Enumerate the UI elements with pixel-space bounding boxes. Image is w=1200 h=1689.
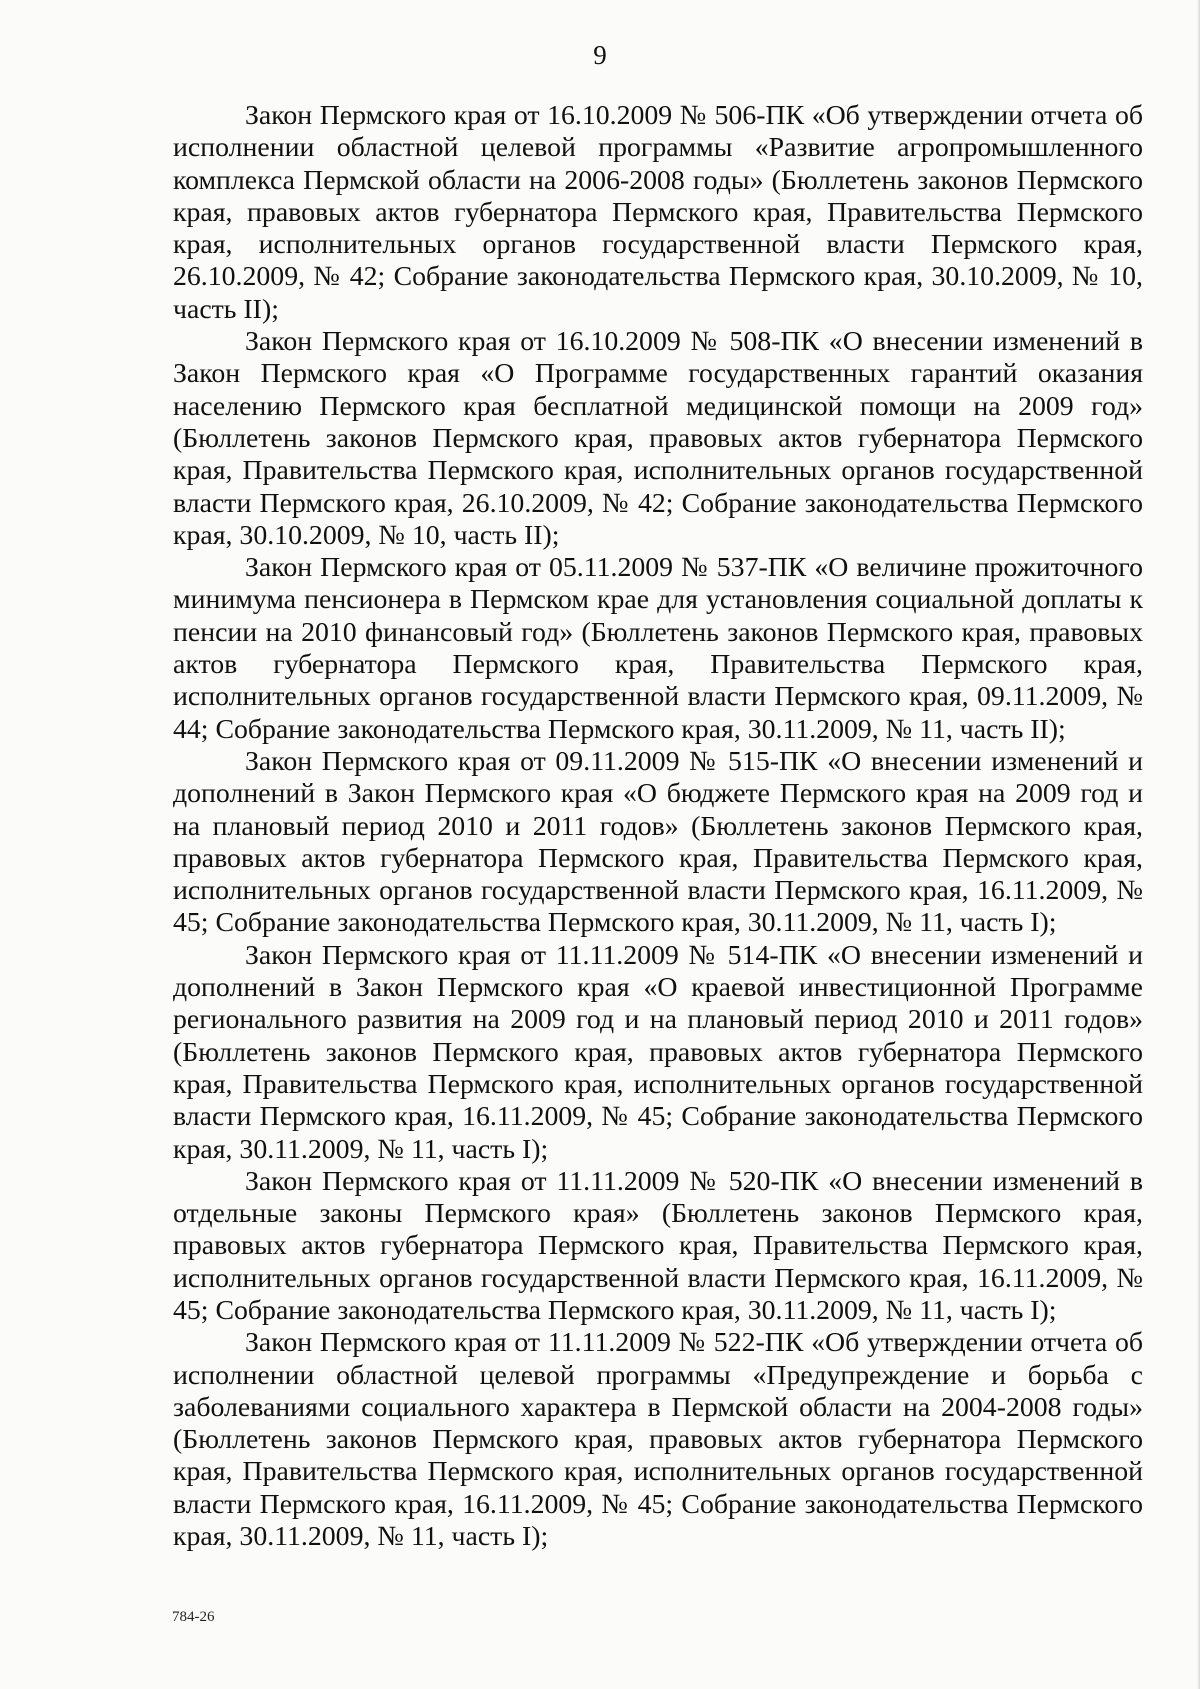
paragraph-law-508: Закон Пермского края от 16.10.2009 № 508-ПК «О внесении изменений в Закон Пермского края «О Программе государственных гарантий оказания населению Пермского края бесплатной медицинской помощи на 2009 год» (Бюллетень законов Пермского края, правовых актов губернатора Пермского края, Правительства Пермского края, исполнительных органов государственной власти Пермского края, 26.10.2009, № 42; Собрание законодательства Пермского края, 30.10.2009, № 10, часть II); xyxy=(173,326,1143,551)
paragraph-law-515: Закон Пермского края от 09.11.2009 № 515-ПК «О внесении изменений и дополнений в Закон Пермского края «О бюджете Пермского края на 2009 год и на плановый период 2010 и 2011 годов» (Бюллетень законов Пермского края, правовых актов губернатора Пермского края, Правительства Пермского края, исполнительных органов государственной власти Пермского края, 16.11.2009, № 45; Собрание законодательства Пермского края, 30.11.2009, № 11, часть I); xyxy=(173,745,1143,939)
page-number: 9 xyxy=(593,40,607,70)
document-body xyxy=(173,100,1143,1553)
paragraph-law-537: Закон Пермского края от 05.11.2009 № 537-ПК «О величине прожиточного минимума пенсионера в Пермском крае для установления социальной доплаты к пенсии на 2010 финансовый год» (Бюллетень законов Пермского края, правовых актов губернатора Пермского края, Правительства Пермского края, исполнительных органов государственной власти Пермского края, 09.11.2009, № 44; Собрание законодательства Пермского края, 30.11.2009, № 11, часть II); xyxy=(173,552,1143,745)
paragraph-law-514: Закон Пермского края от 11.11.2009 № 514-ПК «О внесении изменений и дополнений в Закон Пермского края «О краевой инвестиционной Программе регионального развития на 2009 год и на плановый период 2010 и 2011 годов» (Бюллетень законов Пермского края, правовых актов губернатора Пермского края, Правительства Пермского края, исполнительных органов государственной власти Пермского края, 16.11.2009, № 45; Собрание законодательства Пермского края, 30.11.2009, № 11, часть I); xyxy=(173,939,1143,1165)
paragraph-law-522: Закон Пермского края от 11.11.2009 № 522-ПК «Об утверждении отчета об исполнении областной целевой программы «Предупреждение и борьба с заболеваниями социального характера в Пермской области на 2004-2008 годы» (Бюллетень законов Пермского края, правовых актов губернатора Пермского края, Правительства Пермского края, исполнительных органов государственной власти Пермского края, 16.11.2009, № 45; Собрание законодательства Пермского края, 30.11.2009, № 11, часть I); xyxy=(173,1327,1143,1553)
document-code: 784-26 xyxy=(172,1609,215,1625)
paragraph-law-506: Закон Пермского края от 16.10.2009 № 506-ПК «Об утверждении отчета об исполнении областной целевой программы «Развитие агропромышленного комплекса Пермской области на 2006-2008 годы» (Бюллетень законов Пермского края, правовых актов губернатора Пермского края, Правительства Пермского края, исполнительных органов государственной власти Пермского края, 26.10.2009, № 42; Собрание законодательства Пермского края, 30.10.2009, № 10, часть II); xyxy=(173,100,1143,325)
paragraph-law-520: Закон Пермского края от 11.11.2009 № 520-ПК «О внесении изменений в отдельные законы Пермского края» (Бюллетень законов Пермского края, правовых актов губернатора Пермского края, Правительства Пермского края, исполнительных органов государственной власти Пермского края, 16.11.2009, № 45; Собрание законодательства Пермского края, 30.11.2009, № 11, часть I); xyxy=(173,1165,1143,1326)
